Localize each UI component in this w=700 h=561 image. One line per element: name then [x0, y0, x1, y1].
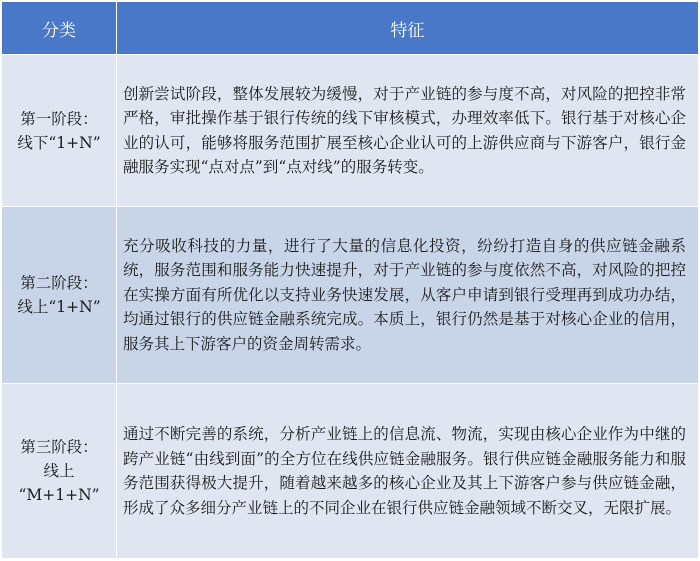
feature-cell — [117, 207, 699, 384]
table-row-stage-2 — [2, 207, 699, 384]
stage-name: 第二阶段： — [20, 274, 98, 292]
stage-name: 第三阶段： — [20, 438, 98, 456]
header-row — [2, 2, 699, 55]
stage-cell — [2, 55, 117, 207]
supply-chain-finance-stages-table — [1, 1, 699, 559]
header-feature: 特征 — [117, 2, 699, 55]
table-row-stage-1 — [2, 55, 699, 207]
feature-text: 充分吸收科技的力量，进行了大量的信息化投资，纷纷打造自身的供应链金融系统，服务范围和服务能力快速提升，对于产业链的参与度依然不高，对风险的把控在实操方面有所优化以支持业务快速发展，从客户申请到银行受理再到成功办结，均通过银行的供应链金融系统完成。本质上，银行仍然是基于对核心企业的信用，服务其上下游客户的资金周转需求。 — [123, 236, 686, 353]
stage-cell — [2, 384, 117, 559]
table-header — [2, 2, 699, 55]
stage-mode: 线上“1+N” — [17, 298, 101, 316]
stage-mode: 线下“1+N” — [17, 133, 101, 152]
table-body — [2, 55, 699, 559]
feature-cell — [117, 55, 699, 207]
feature-cell — [117, 384, 699, 559]
stage-name: 第一阶段： — [20, 109, 98, 128]
feature-text: 通过不断完善的系统，分析产业链上的信息流、物流，实现由核心企业作为中继的跨产业链“由线到面”的全方位在线供应链金融服务。银行供应链金融服务能力和服务范围获得极大提升，随着越来越多的核心企业及其上下游客户参与供应链金融，形成了众多细分产业链上的不同企业在银行供应链金融领域不断交叉，无限扩展。 — [123, 425, 686, 517]
stage-model: “M+1+N” — [18, 486, 100, 504]
stage-mode: 线上 — [43, 462, 75, 480]
table-row-stage-3 — [2, 384, 699, 559]
header-category: 分类 — [2, 2, 117, 55]
feature-text: 创新尝试阶段，整体发展较为缓慢，对于产业链的参与度不高，对风险的把控非常严格，审批操作基于银行传统的线下审核模式，办理效率低下。银行基于对核心企业的认可，能够将服务范围扩展至核心企业认可的上游供应商与下游客户，银行金融服务实现“点对点”到“点对线”的服务转变。 — [123, 84, 686, 176]
stage-cell — [2, 207, 117, 384]
